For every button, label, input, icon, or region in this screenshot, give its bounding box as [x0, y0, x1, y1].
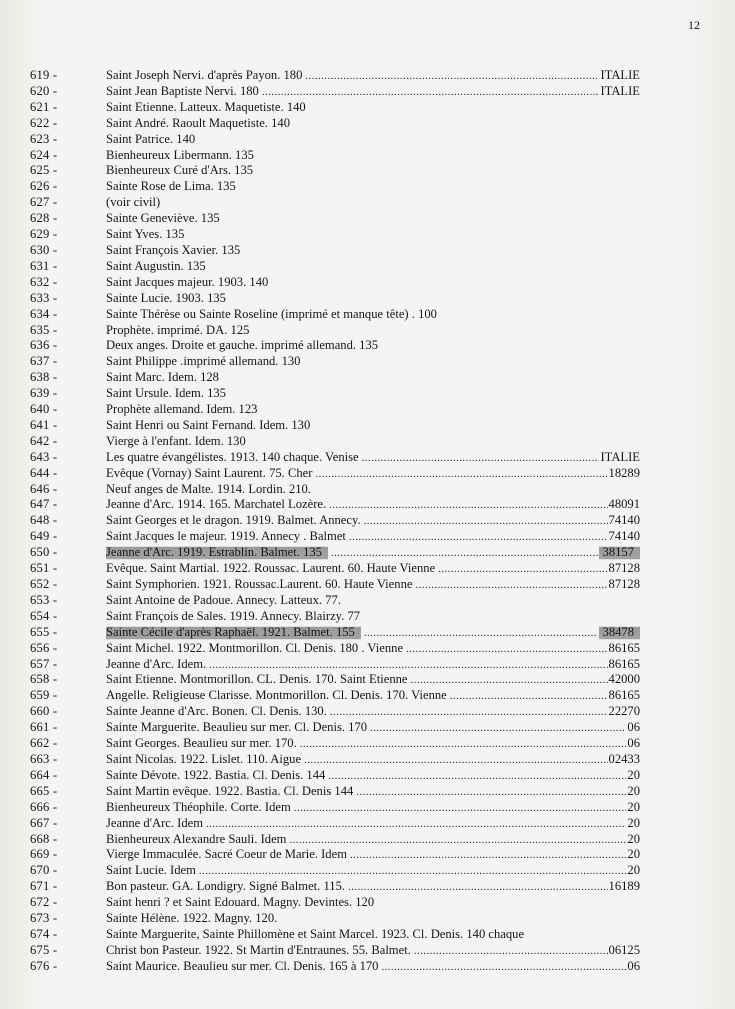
dot-leader — [364, 514, 608, 530]
entry-number: 643 - — [30, 449, 58, 464]
entry-location-code: 06 — [627, 720, 640, 735]
entry-number: 633 - — [30, 290, 58, 305]
entry-number: 628 - — [30, 211, 58, 226]
entry-content — [106, 529, 640, 546]
catalogue-entry — [0, 402, 735, 418]
entry-number: 634 - — [30, 306, 58, 321]
catalogue-entry — [0, 132, 735, 148]
entry-number: 631 - — [30, 258, 58, 273]
entry-number: 635 - — [30, 322, 58, 337]
dot-leader — [329, 498, 607, 514]
entry-location-code: 20 — [627, 767, 640, 782]
catalogue-entry — [0, 354, 735, 370]
entry-description: Saint Maurice. Beaulieu sur mer. Cl. Denis. 165 à 170 — [106, 958, 379, 973]
catalogue-entry — [0, 291, 735, 307]
entry-number: 671 - — [30, 879, 58, 894]
entry-number: 674 - — [30, 926, 58, 941]
entry-location-code: 38157 — [599, 545, 640, 561]
dot-leader — [411, 673, 608, 689]
catalogue-entry — [0, 386, 735, 402]
entry-description: Saint Nicolas. 1922. Lislet. 110. Aigue — [106, 751, 302, 766]
catalogue-entry — [0, 68, 735, 84]
entry-number: 629 - — [30, 227, 58, 242]
entry-content — [106, 832, 640, 849]
catalogue-entry — [0, 179, 735, 195]
entry-description: Sainte Dévote. 1922. Bastia. Cl. Denis. 144 — [106, 767, 326, 782]
entry-location-code: 20 — [627, 783, 640, 798]
entry-location-code: 20 — [627, 815, 640, 830]
dot-leader — [209, 658, 607, 674]
entry-location-code: 42000 — [608, 672, 640, 687]
entry-number: 638 - — [30, 370, 58, 385]
entry-content — [106, 943, 640, 960]
entry-number: 637 - — [30, 354, 58, 369]
entry-description: Sainte Cécile d'après Raphaël. 1921. Balmet. 155 — [106, 625, 361, 641]
entry-description: Sainte Rose de Lima. 135 — [106, 179, 236, 194]
entry-content — [106, 195, 640, 211]
catalogue-entry — [0, 879, 735, 895]
entry-description: Saint Joseph Nervi. d'après Payon. 180 — [106, 68, 303, 82]
entry-description: Saint Philippe .imprimé allemand. 130 — [106, 354, 301, 369]
entry-number: 640 - — [30, 402, 58, 417]
entry-location-code: 48091 — [608, 497, 640, 512]
entry-number: 661 - — [30, 720, 58, 735]
entry-number: 659 - — [30, 688, 58, 703]
entry-content — [106, 418, 640, 434]
entry-content — [106, 657, 640, 674]
entry-number: 665 - — [30, 783, 58, 798]
catalogue-entry — [0, 163, 735, 179]
entry-description: Neuf anges de Malte. 1914. Lordin. 210. — [106, 481, 311, 496]
entry-description: Prophète. imprimé. DA. 125 — [106, 322, 250, 337]
catalogue-entry — [0, 816, 735, 832]
dot-leader — [330, 705, 608, 721]
entry-number: 653 - — [30, 592, 58, 607]
catalogue-entry — [0, 800, 735, 816]
entry-content — [106, 68, 640, 85]
catalogue-entry — [0, 466, 735, 482]
entry-content — [106, 609, 640, 625]
entry-description: Deux anges. Droite et gauche. imprimé allemand. 135 — [106, 338, 379, 353]
catalogue-entry — [0, 927, 735, 943]
entry-location-code: 86165 — [608, 688, 640, 703]
catalogue-entry — [0, 148, 735, 164]
entry-number: 648 - — [30, 513, 58, 528]
entry-content — [106, 116, 640, 132]
catalogue-entry-highlighted — [0, 545, 735, 561]
entry-description: Evêque (Vornay) Saint Laurent. 75. Cher — [106, 465, 313, 480]
catalogue-entry — [0, 323, 735, 339]
entry-content — [106, 370, 640, 386]
entry-content — [106, 100, 640, 116]
entry-location-code: 16189 — [608, 879, 640, 894]
entry-content — [106, 593, 640, 609]
entry-content — [106, 243, 640, 259]
catalogue-entry — [0, 943, 735, 959]
entry-content — [106, 497, 640, 514]
entry-number: 675 - — [30, 942, 58, 957]
entry-location-code: 74140 — [608, 513, 640, 528]
entry-description: Saint Henri ou Saint Fernand. Idem. 130 — [106, 417, 311, 432]
entry-content — [106, 259, 640, 275]
entry-content — [106, 545, 640, 562]
entry-number: 639 - — [30, 386, 58, 401]
catalogue-entry — [0, 672, 735, 688]
dot-leader — [450, 689, 608, 705]
entry-number: 622 - — [30, 115, 58, 130]
entry-description: Jeanne d'Arc. 1914. 165. Marchatel Lozère. — [106, 497, 327, 512]
entry-number: 658 - — [30, 672, 58, 687]
catalogue-entry — [0, 609, 735, 625]
catalogue-entry — [0, 450, 735, 466]
catalogue-entry — [0, 752, 735, 768]
dot-leader — [289, 833, 626, 849]
entry-number: 666 - — [30, 799, 58, 814]
entry-content — [106, 879, 640, 896]
entry-description: Bienheureux Curé d'Ars. 135 — [106, 163, 254, 178]
entry-number: 627 - — [30, 195, 58, 210]
entry-content — [106, 672, 640, 689]
entry-content — [106, 354, 640, 370]
entry-location-code: 18289 — [608, 465, 640, 480]
entry-location-code: 86165 — [608, 656, 640, 671]
dot-leader — [304, 753, 607, 769]
entry-content — [106, 179, 640, 195]
entry-content — [106, 688, 640, 705]
entry-content — [106, 577, 640, 594]
entry-description: Bon pasteur. GA. Londigry. Signé Balmet. 115. — [106, 879, 346, 894]
entry-content — [106, 752, 640, 769]
catalogue-entry-highlighted — [0, 625, 735, 641]
catalogue-entry — [0, 688, 735, 704]
entry-number: 642 - — [30, 433, 58, 448]
entry-description: Saint François Xavier. 135 — [106, 242, 241, 257]
entry-description: Bienheureux Libermann. 135 — [106, 147, 254, 162]
catalogue-entry — [0, 243, 735, 259]
dot-leader — [349, 530, 608, 546]
entry-description: Sainte Thérèse ou Sainte Roseline (imprimé et manque tête) . 100 — [106, 306, 437, 321]
dot-leader — [348, 880, 607, 896]
entry-description: Saint Yves. 135 — [106, 227, 185, 242]
catalogue-entry — [0, 863, 735, 879]
dot-leader — [206, 817, 626, 833]
dot-leader — [364, 626, 598, 642]
entry-description: Christ bon Pasteur. 1922. St Martin d'Entraunes. 55. Balmet. — [106, 942, 411, 957]
catalogue-entry — [0, 497, 735, 513]
entry-number: 623 - — [30, 131, 58, 146]
entry-location-code: 22270 — [608, 704, 640, 719]
entry-content — [106, 211, 640, 227]
entry-content — [106, 84, 640, 101]
catalogue-entry — [0, 736, 735, 752]
dot-leader — [305, 69, 599, 85]
entry-number: 621 - — [30, 99, 58, 114]
entry-number: 660 - — [30, 704, 58, 719]
entry-number: 652 - — [30, 577, 58, 591]
entry-description: Saint henri ? et Saint Edouard. Magny. Devintes. 120 — [106, 895, 375, 910]
catalogue-entry — [0, 784, 735, 800]
catalogue-entry — [0, 959, 735, 975]
entry-number: 656 - — [30, 640, 58, 655]
entry-description: Saint François de Sales. 1919. Annecy. Blairzy. 77 — [106, 608, 361, 623]
entry-content — [106, 466, 640, 483]
entry-content — [106, 291, 640, 307]
catalogue-entry — [0, 657, 735, 673]
entry-number: 649 - — [30, 529, 58, 544]
entry-description: (voir civil) — [106, 195, 161, 210]
entry-number: 662 - — [30, 736, 58, 751]
entry-description: Bienheureux Théophile. Corte. Idem — [106, 799, 291, 814]
catalogue-entry — [0, 116, 735, 132]
entry-number: 650 - — [30, 545, 58, 560]
entry-location-code: 02433 — [608, 751, 640, 766]
catalogue-entry — [0, 275, 735, 291]
catalogue-entry — [0, 227, 735, 243]
dot-leader — [414, 944, 608, 960]
dot-leader — [300, 737, 627, 753]
entry-description: Sainte Hélène. 1922. Magny. 120. — [106, 911, 278, 926]
dot-leader — [438, 562, 607, 578]
dot-leader — [199, 864, 627, 880]
entry-location-code: ITALIE — [600, 449, 640, 464]
dot-leader — [294, 801, 627, 817]
entry-number: 669 - — [30, 847, 58, 862]
entry-content — [106, 959, 640, 976]
catalogue-entry — [0, 895, 735, 911]
entry-location-code: 20 — [627, 799, 640, 814]
catalogue-entry — [0, 370, 735, 386]
entry-description: Jeanne d'Arc. 1919. Estrablin. Balmet. 135 — [106, 545, 328, 561]
catalogue-entry — [0, 641, 735, 657]
entry-description: Sainte Jeanne d'Arc. Bonen. Cl. Denis. 130. — [106, 704, 327, 719]
entry-description: Saint Ursule. Idem. 135 — [106, 386, 226, 401]
entry-content — [106, 895, 640, 911]
entry-content — [106, 338, 640, 354]
entry-description: Bienheureux Alexandre Sauli. Idem — [106, 831, 287, 846]
entry-location-code: 06125 — [608, 942, 640, 957]
entry-number: 641 - — [30, 417, 58, 432]
catalogue-entry — [0, 307, 735, 323]
dot-leader — [362, 451, 600, 467]
entry-description: Saint Jacques le majeur. 1919. Annecy . Balmet — [106, 529, 346, 544]
catalogue-entry — [0, 911, 735, 927]
entry-content — [106, 148, 640, 164]
catalogue-entry — [0, 832, 735, 848]
entry-description: Saint Georges. Beaulieu sur mer. 170. — [106, 736, 297, 751]
entry-content — [106, 704, 640, 721]
entry-number: 625 - — [30, 163, 58, 178]
catalogue-entry — [0, 720, 735, 736]
entry-content — [106, 911, 640, 927]
dot-leader — [331, 546, 598, 562]
entry-location-code: 20 — [627, 831, 640, 846]
entry-description: Saint Lucie. Idem — [106, 863, 196, 878]
catalogue-entry — [0, 418, 735, 434]
entry-number: 644 - — [30, 465, 58, 480]
entry-content — [106, 561, 640, 578]
entry-description: Saint Etienne. Latteux. Maquetiste. 140 — [106, 99, 306, 114]
catalogue-entry — [0, 338, 735, 354]
entry-description: Saint Jacques majeur. 1903. 140 — [106, 274, 269, 289]
entry-location-code: 38478 — [599, 625, 640, 641]
entry-number: 647 - — [30, 497, 58, 512]
entry-location-code: ITALIE — [600, 83, 640, 98]
entry-number: 646 - — [30, 481, 58, 496]
entry-number: 664 - — [30, 767, 58, 782]
catalogue-entry — [0, 211, 735, 227]
entry-content — [106, 450, 640, 467]
entry-number: 657 - — [30, 656, 58, 671]
entry-location-code: 86165 — [608, 640, 640, 655]
catalogue-entry — [0, 768, 735, 784]
entry-content — [106, 323, 640, 339]
entry-description: Vierge Immaculée. Sacré Coeur de Marie. Idem — [106, 847, 347, 862]
dot-leader — [370, 721, 626, 737]
entry-description: Jeanne d'Arc. Idem. — [106, 656, 207, 671]
entry-content — [106, 927, 640, 943]
catalogue-entry — [0, 195, 735, 211]
entry-description: Evêque. Saint Martial. 1922. Roussac. Laurent. 60. Haute Vienne — [106, 561, 436, 576]
entry-description: Saint Martin evêque. 1922. Bastia. Cl. Denis 144 — [106, 783, 354, 798]
catalogue-entry — [0, 434, 735, 450]
entry-number: 655 - — [30, 624, 58, 639]
entry-number: 667 - — [30, 815, 58, 830]
entry-description: Saint Etienne. Montmorillon. CL. Denis. 170. Saint Etienne — [106, 672, 408, 687]
entry-number: 620 - — [30, 83, 58, 98]
entry-location-code: 20 — [627, 863, 640, 878]
entry-location-code: 87128 — [608, 577, 640, 591]
entry-content — [106, 800, 640, 817]
entry-location-code: 06 — [627, 958, 640, 973]
dot-leader — [381, 960, 626, 976]
entry-number: 619 - — [30, 68, 58, 82]
entry-description: Saint Michel. 1922. Montmorillon. Cl. Denis. 180 . Vienne — [106, 640, 404, 655]
entry-number: 663 - — [30, 751, 58, 766]
dot-leader — [262, 85, 600, 101]
entry-number: 672 - — [30, 895, 58, 910]
entry-content — [106, 847, 640, 864]
entry-location-code: 06 — [627, 736, 640, 751]
entry-content — [106, 434, 640, 450]
entry-location-code: 87128 — [608, 561, 640, 576]
entry-content — [106, 784, 640, 801]
entry-number: 673 - — [30, 911, 58, 926]
entry-content — [106, 307, 640, 323]
dot-leader — [415, 578, 607, 594]
entry-number: 676 - — [30, 958, 58, 973]
entry-description: Saint Antoine de Padoue. Annecy. Latteux. 77. — [106, 592, 341, 607]
entry-content — [106, 275, 640, 291]
entry-content — [106, 132, 640, 148]
entry-number: 654 - — [30, 608, 58, 623]
dot-leader — [328, 769, 626, 785]
catalogue-entry — [0, 100, 735, 116]
entry-content — [106, 736, 640, 753]
entry-description: Saint Patrice. 140 — [106, 131, 196, 146]
entry-description: Sainte Marguerite. Beaulieu sur mer. Cl. Denis. 170 — [106, 720, 368, 735]
entry-description: Saint Marc. Idem. 128 — [106, 370, 219, 385]
entry-number: 630 - — [30, 242, 58, 257]
entry-content — [106, 163, 640, 179]
entry-description: Jeanne d'Arc. Idem — [106, 815, 204, 830]
entry-description: Sainte Lucie. 1903. 135 — [106, 290, 226, 305]
entry-number: 670 - — [30, 863, 58, 878]
entry-content — [106, 402, 640, 418]
dot-leader — [406, 642, 607, 658]
page-number: 12 — [688, 18, 700, 32]
entry-description: Saint Georges et le dragon. 1919. Balmet. Annecy. — [106, 513, 361, 528]
entry-number: 668 - — [30, 831, 58, 846]
entry-content — [106, 625, 640, 642]
entry-description: Les quatre évangélistes. 1913. 140 chaque. Venise — [106, 449, 359, 464]
entry-content — [106, 227, 640, 243]
catalogue-entry — [0, 529, 735, 545]
entry-location-code: 20 — [627, 847, 640, 862]
entry-content — [106, 482, 640, 498]
entry-description: Saint Jean Baptiste Nervi. 180 — [106, 83, 259, 98]
catalogue-entry — [0, 577, 735, 593]
entry-number: 632 - — [30, 274, 58, 289]
catalogue-entry — [0, 704, 735, 720]
entry-content — [106, 641, 640, 658]
entry-content — [106, 720, 640, 737]
catalogue-entry — [0, 847, 735, 863]
entry-number: 624 - — [30, 147, 58, 162]
entry-number: 626 - — [30, 179, 58, 194]
entry-description: Saint Symphorien. 1921. Roussac.Laurent. 60. Haute Vienne — [106, 577, 413, 591]
entry-description: Prophète allemand. Idem. 123 — [106, 402, 258, 417]
catalogue-entry — [0, 513, 735, 529]
catalogue-entry — [0, 561, 735, 577]
catalogue-entry — [0, 259, 735, 275]
entry-content — [106, 768, 640, 785]
catalogue-entry — [0, 593, 735, 609]
catalogue-list — [0, 68, 735, 975]
entry-location-code: ITALIE — [600, 68, 640, 82]
entry-content — [106, 513, 640, 530]
dot-leader — [350, 848, 626, 864]
dot-leader — [356, 785, 626, 801]
entry-description: Saint Augustin. 135 — [106, 258, 206, 273]
entry-number: 636 - — [30, 338, 58, 353]
entry-description: Sainte Geneviève. 135 — [106, 211, 220, 226]
entry-description: Vierge à l'enfant. Idem. 130 — [106, 433, 246, 448]
entry-content — [106, 863, 640, 880]
entry-description: Angelle. Religieuse Clarisse. Montmorillon. Cl. Denis. 170. Vienne — [106, 688, 447, 703]
entry-location-code: 74140 — [608, 529, 640, 544]
dot-leader — [315, 467, 607, 483]
entry-description: Sainte Marguerite, Sainte Phillomène et Saint Marcel. 1923. Cl. Denis. 140 chaque — [106, 926, 525, 941]
entry-content — [106, 816, 640, 833]
entry-number: 651 - — [30, 561, 58, 576]
entry-content — [106, 386, 640, 402]
catalogue-entry — [0, 482, 735, 498]
catalogue-entry — [0, 84, 735, 100]
entry-description: Saint André. Raoult Maquetiste. 140 — [106, 115, 290, 130]
